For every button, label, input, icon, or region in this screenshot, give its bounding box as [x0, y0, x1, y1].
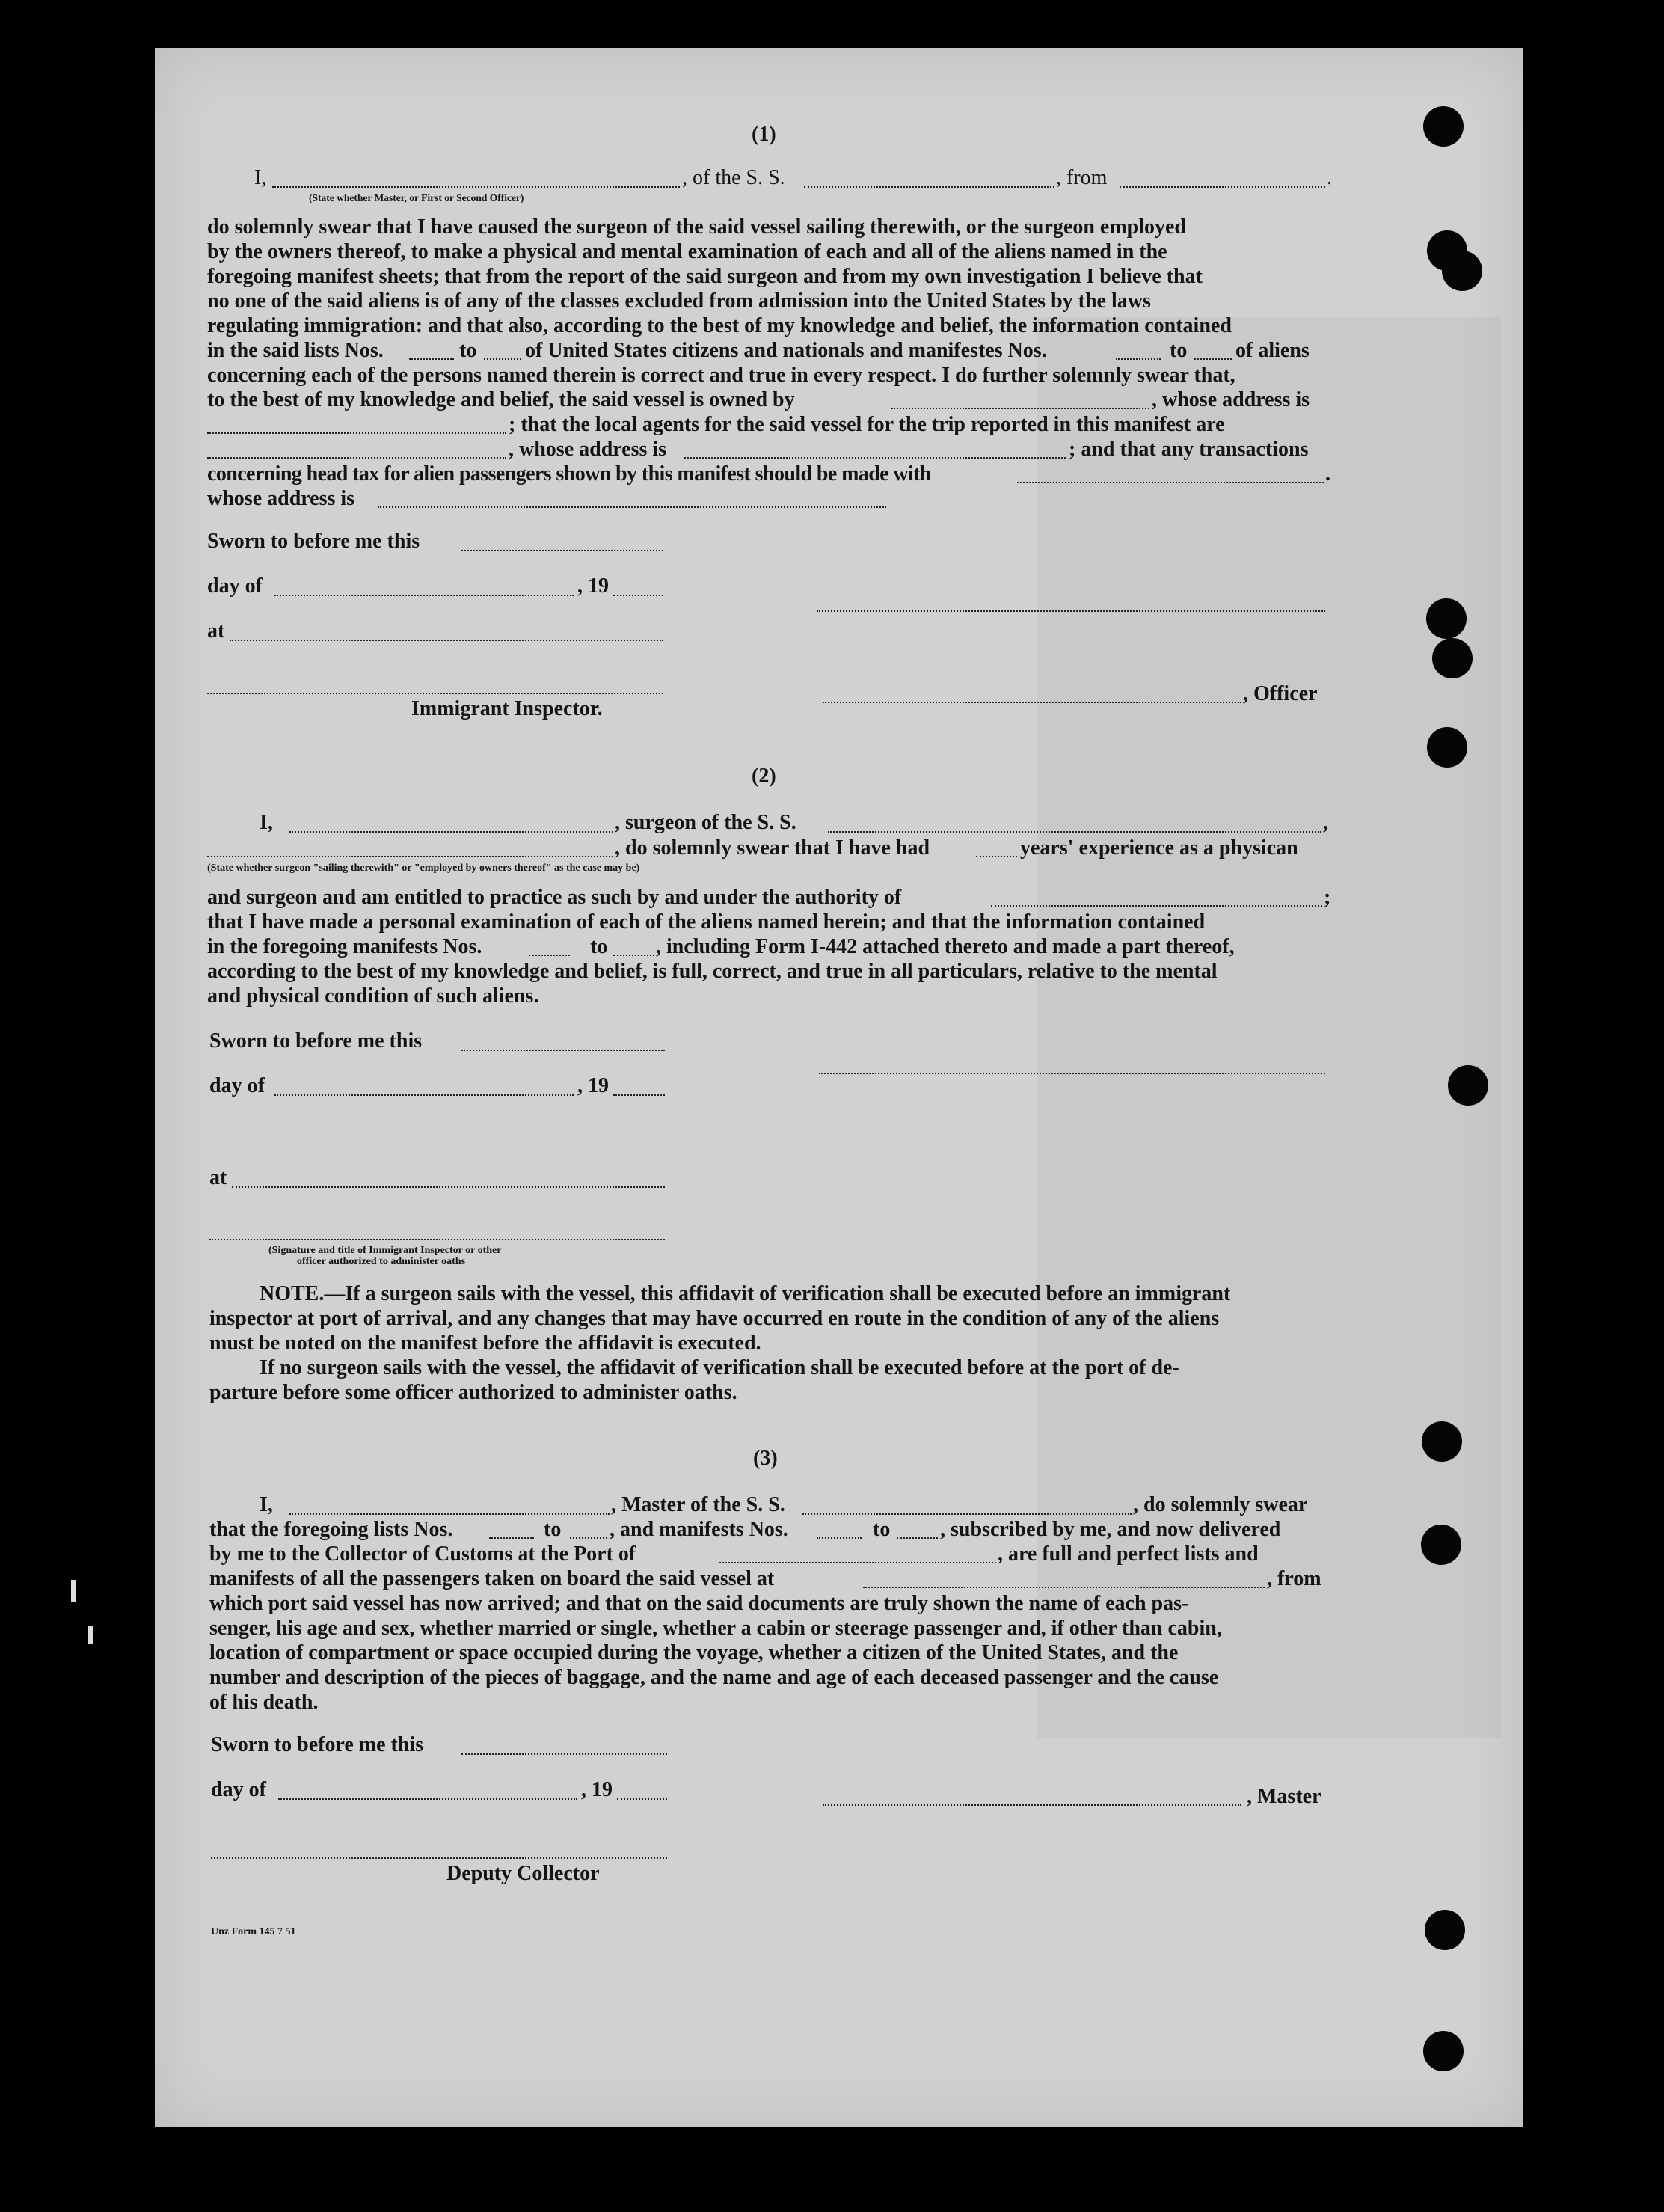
punch-hole-5	[1432, 638, 1473, 678]
s2-surgeon-of-ss-label: , surgeon of the S. S.	[615, 811, 796, 834]
s2-vessel-field[interactable]	[828, 831, 1321, 833]
s1-owner-field[interactable]	[891, 408, 1149, 409]
s2-manifests-to: to	[590, 935, 608, 958]
s2-note-line-5: parture before some officer authorized to administer oaths.	[209, 1381, 737, 1404]
s1-body-line-2: by the owners thereof, to make a physical and mental examination of each and all of the aliens named in the	[207, 240, 1167, 263]
s1-manifests-label: of United States citizens and nationals and manifestes Nos.	[525, 339, 1047, 362]
s3-lists-to-field[interactable]	[570, 1537, 607, 1539]
s2-day-field[interactable]	[274, 1094, 574, 1096]
form-page	[155, 48, 1523, 2127]
s3-full-perfect-label: , are full and perfect lists and	[998, 1542, 1259, 1566]
s2-including-label: , including Form I-442 attached thereto and made a part thereof,	[656, 935, 1235, 958]
s1-year-label: , 19	[577, 575, 609, 598]
s3-i-label: I,	[260, 1493, 273, 1516]
s2-at-label: at	[209, 1166, 227, 1189]
punch-hole-9	[1421, 1525, 1461, 1565]
form-number: Unz Form 145 7 51	[211, 1926, 296, 1937]
s1-lists-to: to	[459, 339, 477, 362]
s2-note-line-4: If no surgeon sails with the vessel, the affidavit of verification shall be executed before at the port of de-	[260, 1356, 1179, 1379]
s3-body-line-2: senger, his age and sex, whether married or single, whether a cabin or steerage passenger and, if other than cabin,	[209, 1617, 1222, 1640]
s1-agent-address-field[interactable]	[684, 457, 1066, 459]
s3-lists-from-field[interactable]	[489, 1537, 534, 1539]
s1-body-line-3: foregoing manifest sheets; that from the report of the said surgeon and from my own investigation I believe that	[207, 265, 1203, 288]
s1-owner-address-field[interactable]	[207, 432, 506, 434]
s3-master-label: , Master	[1247, 1785, 1321, 1808]
s2-signature-hint-1: (Signature and title of Immigrant Inspector or other	[268, 1245, 502, 1256]
s3-day-field[interactable]	[278, 1798, 577, 1800]
s1-day-of-label: day of	[207, 575, 263, 598]
s3-collector-label: Deputy Collector	[446, 1862, 600, 1885]
s3-sworn-label: Sworn to before me this	[211, 1733, 424, 1756]
s1-headtax-field[interactable]	[1017, 482, 1324, 483]
s2-authority-end: ;	[1324, 886, 1331, 909]
scan-mark-2	[88, 1626, 93, 1644]
s1-of-aliens: of aliens	[1235, 339, 1310, 362]
s3-year-field[interactable]	[617, 1798, 667, 1800]
punch-hole-7	[1448, 1065, 1488, 1106]
s1-from-label: , from	[1056, 166, 1108, 189]
s2-year-field[interactable]	[613, 1094, 665, 1096]
s1-from-field[interactable]	[1120, 186, 1325, 188]
s1-period: .	[1327, 166, 1332, 189]
s3-body-line-3: location of compartment or space occupied during the voyage, whether a citizen of the United States, and the	[209, 1641, 1179, 1664]
punch-hole-8	[1422, 1421, 1462, 1462]
s1-transactions-label: ; and that any transactions	[1069, 438, 1309, 461]
s2-experience-label: years' experience as a physican	[1020, 836, 1298, 860]
s2-authority-field[interactable]	[991, 905, 1322, 907]
s1-agents-line: ; that the local agents for the said vessel for the trip reported in this manifest are	[509, 413, 1225, 436]
s1-concerning-line: concerning each of the persons named therein is correct and true in every respect. I do further solemnly swear that,	[207, 364, 1235, 387]
s2-manifests-label: in the foregoing manifests Nos.	[207, 935, 482, 958]
s1-owned-label: to the best of my knowledge and belief, the said vessel is owned by	[207, 388, 795, 411]
s3-port-field[interactable]	[719, 1562, 996, 1563]
s2-surgeon-sig-line[interactable]	[819, 1073, 1325, 1074]
s1-agent-address-label: , whose address is	[509, 438, 667, 461]
s3-day-of-label: day of	[211, 1778, 266, 1801]
s1-manifests-to-field[interactable]	[1194, 358, 1232, 360]
s1-lists-from-field[interactable]	[409, 358, 454, 360]
section-3-heading: (3)	[753, 1447, 778, 1470]
s1-owner-address-label: , whose address is	[1152, 388, 1310, 411]
s3-subscribed-label: , subscribed by me, and now delivered	[940, 1518, 1281, 1541]
s2-signature-hint-2: officer authorized to administer oaths	[297, 1256, 466, 1267]
s2-note-line-2: inspector at port of arrival, and any changes that may have occurred en route in the condition of any of the aliens	[209, 1307, 1220, 1330]
s1-day-field[interactable]	[274, 595, 574, 596]
s3-collector-sig-line[interactable]	[211, 1857, 667, 1859]
s1-master-hint: (State whether Master, or First or Second Officer)	[309, 192, 524, 203]
punch-hole-10	[1425, 1910, 1465, 1950]
s1-body-line-4: no one of the said aliens is of any of the classes excluded from admission into the United States by the laws	[207, 289, 1151, 313]
s1-whose-address-label: whose address is	[207, 487, 355, 510]
s2-surgeon-hint: (State whether surgeon "sailing therewith" or "employed by owners thereof" as the case may be)	[207, 863, 640, 874]
s1-inspector-label: Immigrant Inspector.	[411, 697, 603, 720]
s3-from-label: , from	[1267, 1567, 1321, 1590]
s2-year-label: , 19	[577, 1074, 609, 1097]
s3-board-field[interactable]	[863, 1587, 1265, 1588]
s2-inspector-sig-line[interactable]	[209, 1239, 665, 1240]
s1-headtax-period: .	[1325, 462, 1330, 485]
s1-year-field[interactable]	[613, 595, 663, 596]
s3-master-of-ss-label: , Master of the S. S.	[611, 1493, 785, 1516]
s2-note-line-3: must be noted on the manifest before the affidavit is executed.	[209, 1332, 761, 1355]
scan-mark-1	[71, 1580, 76, 1602]
s1-body-line-1: do solemnly swear that I have caused the surgeon of the said vessel sailing therewith, or the surgeon employed	[207, 215, 1186, 239]
s2-surgeon-name-field[interactable]	[289, 831, 613, 833]
s3-lists-to: to	[544, 1518, 562, 1541]
s3-master-sig-line[interactable]	[823, 1804, 1241, 1806]
s1-vessel-field[interactable]	[804, 186, 1054, 188]
s3-manifests-to: to	[873, 1518, 891, 1541]
s2-day-of-label: day of	[209, 1074, 265, 1097]
section-2-heading: (2)	[752, 765, 776, 788]
punch-hole-3	[1442, 251, 1482, 291]
s1-sworn-label: Sworn to before me this	[207, 530, 420, 553]
punch-hole-6	[1427, 727, 1467, 768]
punch-hole-1	[1423, 106, 1464, 147]
s2-sworn-field[interactable]	[461, 1050, 665, 1051]
s2-manifests-from-field[interactable]	[529, 955, 570, 956]
s2-i-label: I,	[260, 811, 273, 834]
s1-at-field[interactable]	[230, 640, 663, 641]
s1-manifests-to: to	[1170, 339, 1188, 362]
s2-swear-label: , do solemnly swear that I have had	[615, 836, 930, 860]
s2-comma: ,	[1323, 811, 1328, 834]
s1-of-ss-label: , of the S. S.	[682, 166, 785, 189]
s3-sworn-field[interactable]	[461, 1753, 667, 1755]
s2-sworn-label: Sworn to before me this	[209, 1029, 423, 1053]
s3-manifests-from-field[interactable]	[817, 1537, 862, 1539]
s1-sworn-field[interactable]	[461, 550, 663, 551]
s3-body-line-5: of his death.	[209, 1691, 319, 1714]
s1-at-label: at	[207, 619, 225, 643]
s2-manifests-to-field[interactable]	[613, 955, 654, 956]
section-1-heading: (1)	[752, 123, 776, 146]
s1-officer-label: , Officer	[1243, 682, 1318, 705]
s3-port-label: by me to the Collector of Customs at the Port of	[209, 1542, 636, 1566]
s3-manifests-to-field[interactable]	[897, 1537, 938, 1539]
s2-authority-label: and surgeon and am entitled to practice as such by and under the authority of	[207, 886, 902, 909]
s3-swear-label: , do solemnly swear	[1133, 1493, 1308, 1516]
s2-at-field[interactable]	[232, 1186, 665, 1188]
s1-officer-name-field[interactable]	[272, 186, 680, 188]
s2-examination-line: that I have made a personal examination of each of the aliens named herein; and that the information contained	[207, 910, 1206, 934]
s2-knowledge-line: according to the best of my knowledge and belief, is full, correct, and true in all particulars, relative to the mental	[207, 960, 1218, 983]
s2-condition-line: and physical condition of such aliens.	[207, 984, 539, 1008]
s2-years-field[interactable]	[976, 856, 1017, 857]
punch-hole-11	[1423, 2031, 1464, 2071]
s1-whose-address-field[interactable]	[378, 506, 886, 508]
s2-note-line-1: NOTE.—If a surgeon sails with the vessel, this affidavit of verification shall be executed before an immigrant	[260, 1282, 1231, 1305]
s3-body-line-1: which port said vessel has now arrived; and that on the said documents are truly shown the name of each pas-	[209, 1592, 1189, 1615]
s1-headtax-line: concerning head tax for alien passengers shown by this manifest should be made with	[207, 462, 931, 485]
s3-body-line-4: number and description of the pieces of baggage, and the name and age of each deceased passenger and the cause	[209, 1666, 1219, 1689]
s1-officer-sig-line[interactable]	[823, 702, 1241, 703]
s2-surgeon-type-field[interactable]	[207, 856, 613, 857]
s3-lists-label: that the foregoing lists Nos.	[209, 1518, 453, 1541]
s1-body-line-5: regulating immigration: and that also, according to the best of my knowledge and belief, the information contained	[207, 314, 1232, 337]
s1-lists-label: in the said lists Nos.	[207, 339, 384, 362]
s3-board-label: manifests of all the passengers taken on board the said vessel at	[209, 1567, 775, 1590]
s1-i-label: I,	[254, 166, 267, 189]
s1-officer-sig-top-line[interactable]	[817, 610, 1325, 612]
s3-vessel-field[interactable]	[802, 1513, 1132, 1515]
s1-inspector-sig-line[interactable]	[207, 693, 663, 694]
punch-hole-4	[1426, 598, 1467, 639]
s3-year-label: , 19	[581, 1778, 613, 1801]
s1-agents-field[interactable]	[207, 457, 506, 459]
s1-manifests-from-field[interactable]	[1116, 358, 1161, 360]
s1-lists-to-field[interactable]	[484, 358, 521, 360]
s3-master-name-field[interactable]	[289, 1513, 610, 1515]
s3-manifests-label: , and manifests Nos.	[610, 1518, 788, 1541]
